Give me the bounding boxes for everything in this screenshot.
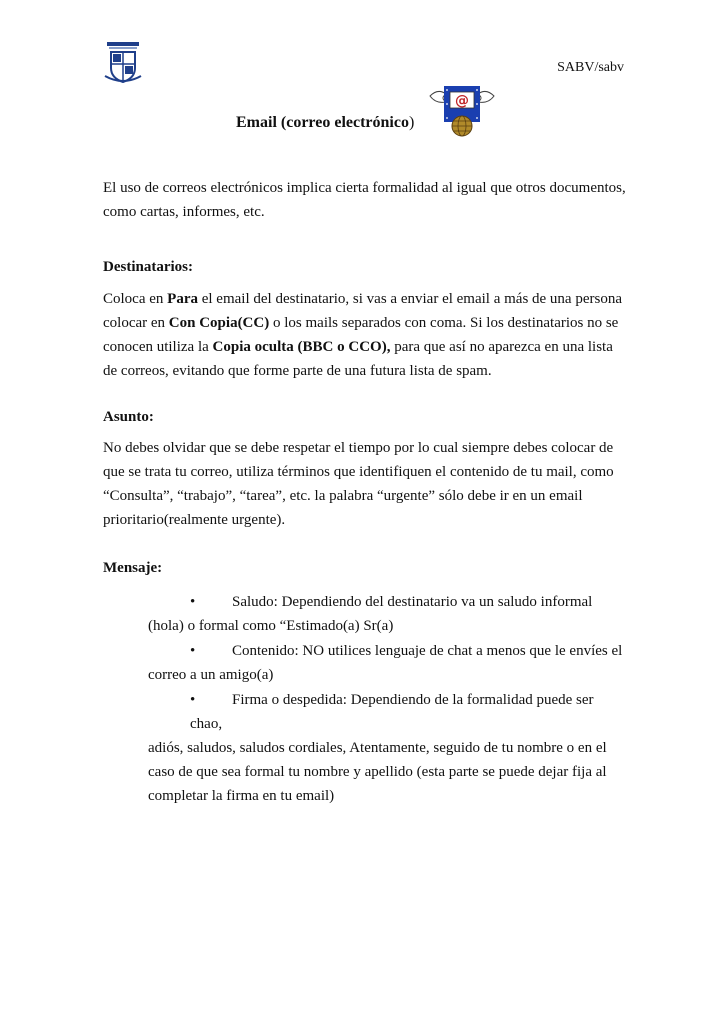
dest-para-term: Para <box>167 291 198 307</box>
dest-text-1: Coloca en <box>103 291 168 307</box>
email-globe-icon <box>428 82 496 138</box>
asunto-paragraph: No debes olvidar que se debe respetar el tiempo por lo cual siempre debes colocar de que se trata tu correo, utiliza términos que identifiquen el contenido de tu mail, como “Consulta”, “trabajo”, “tarea”, etc. la palabra “urgente” sólo debe ir en un email prioritario(realmente urgente). <box>103 440 614 528</box>
school-crest-icon <box>103 40 143 84</box>
title-main: Email (correo electrónico <box>236 114 409 131</box>
list-item-text: Saludo: Dependiendo del destinatario va un saludo informal <box>232 594 593 610</box>
dest-text-2: el email del destinatario, si vas a enviar el email a más de una persona colocar en <box>103 291 622 331</box>
list-item-text: Firma o despedida: Dependiendo de la formalidad puede ser chao, <box>190 692 594 732</box>
bullet-icon: • <box>190 643 196 659</box>
at-symbol: @ <box>455 93 469 109</box>
destinatarios-heading: Destinatarios: <box>103 259 193 275</box>
list-item-continuation: (hola) o formal como “Estimado(a) Sr(a) <box>148 618 394 634</box>
list-item-continuation: correo a un amigo(a) <box>148 667 274 683</box>
dest-cc-term: Con Copia(CC) <box>168 315 270 331</box>
bullet-icon: • <box>190 692 196 708</box>
intro-paragraph: El uso de correos electrónicos implica cierta formalidad al igual que otros documentos, como cartas, informes, etc. <box>103 180 626 220</box>
list-item-text: Contenido: NO utilices lenguaje de chat a menos que le envíes el <box>232 643 623 659</box>
list-item-first-line <box>148 688 628 736</box>
title-close: ) <box>408 114 415 131</box>
header-code: SABV/sabv <box>557 60 624 75</box>
dest-cco-term: Copia oculta (BBC o CCO), <box>212 339 391 355</box>
list-item <box>148 688 628 808</box>
dest-text-3: o los mails separados con coma. Si los destinatarios no se conocen utiliza la <box>103 315 619 355</box>
asunto-heading: Asunto: <box>103 409 154 425</box>
list-item-continuation: adiós, saludos, saludos cordiales, Atentamente, seguido de tu nombre o en el caso de que sea formal tu nombre y apellido (esta parte se puede dejar fija al completar la firma en tu email) <box>148 740 607 804</box>
mensaje-heading: Mensaje: <box>103 560 163 576</box>
list-item-first-line <box>148 590 628 614</box>
page-title <box>236 114 414 132</box>
list-item-first-line <box>148 639 628 663</box>
bullet-icon: • <box>190 594 196 610</box>
destinatarios-paragraph <box>103 287 628 383</box>
dest-text-4: para que así no aparezca en una lista de correos, evitando que forme parte de una futura lista de spam. <box>103 339 613 379</box>
list-item <box>148 590 628 638</box>
list-item <box>148 639 628 687</box>
